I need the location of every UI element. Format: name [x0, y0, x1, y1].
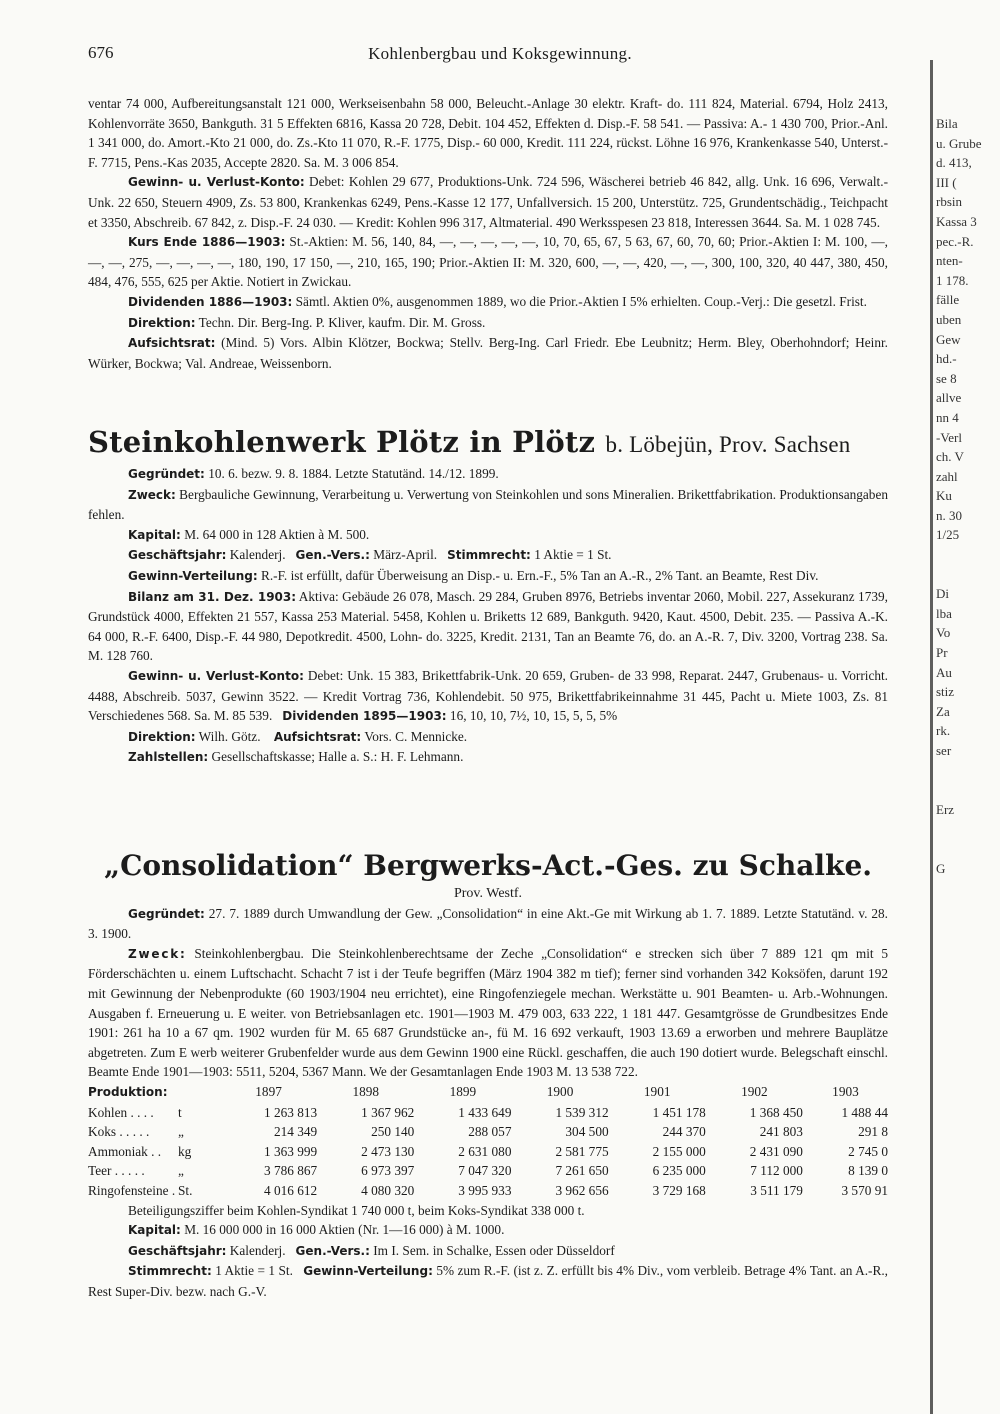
- production-header-row: Produktion: 1897 1898 1899 1900 1901 1902 1903: [88, 1084, 859, 1100]
- edge-line: [936, 1074, 1000, 1094]
- edge-line: [936, 780, 1000, 800]
- company-title: „Consolidation“ Bergwerks-Act.-Ges. zu Schalke.: [103, 849, 873, 882]
- founded: Gegründet: 10. 6. bezw. 9. 8. 1884. Letzte Statutänd. 14./12. 1899.: [128, 466, 499, 481]
- edge-line: uben: [936, 311, 962, 327]
- previous-company-section: [88, 94, 888, 373]
- adjacent-page-text: [936, 114, 1000, 1152]
- edge-line: nten-: [936, 253, 963, 269]
- edge-line: III (: [936, 174, 957, 190]
- edge-line: [936, 996, 1000, 1016]
- edge-line: lba: [936, 605, 952, 621]
- edge-line: [936, 819, 1000, 839]
- profit-loss-account: Gewinn- u. Verlust-Konto: Debet: Kohlen 29 677, Produktions-Unk. 724 596, Wäscherei betrieb 46 842, allg. Unk. 16 696, Verwalt.-Unk. 22 650, Steuern 4909, Zs. 53 800, Krankenkas 6249, Pens.-Kasse 12 177, Unfallversich. 15 200, Unterstütz. 725, Grundentschädig., Teichpacht et 3350, Abschreib. 67 842, z. Disp.-F. 24 030. — Kredit: Kohlen 996 317, Altmaterial. 490 Werksspesen 23 818, Interessen 3644. Sa. M. 1 028 745.: [88, 174, 889, 230]
- balance-sheet: Bilanz am 31. Dez. 1903: Aktiva: Gebäude 26 078, Masch. 29 284, Gruben 8976, Betriebs inventar 2060, Mobil. 227, Assekuranz 1739, Grundstück 4000, Effekten 21 557, Kassa 253 Material. 5458, Kohlen u. Briketts 12 689, Bankguth. 9420, Kaut. 4500, Debit. 235. — Passiva A.-K. 64 000, R.-F. 6400, Disp.-F. 44 980, Depotkredit. 4500, Lohn- do. 3225, Kredit. 2131, Tan an Beamte 76, do. an A.-R. 7, Div. 3200, Vortrag 238. Sa. M. 128 760.: [88, 588, 888, 664]
- edge-line: [936, 761, 1000, 781]
- edge-line: [936, 545, 1000, 565]
- production-row-ringofensteine: Ringofensteine . St. 4 016 612 4 080 320 3 995 933 3 962 656 3 729 168 3 511 179 3 570 91: [88, 1182, 888, 1198]
- edge-line: [936, 1113, 1000, 1133]
- fiscal-year: Geschäftsjahr: Kalenderj. Gen.-Vers.: Im I. Sem. in Schalke, Essen oder Düsseldorf: [128, 1242, 615, 1258]
- paying-agents: Zahlstellen: Gesellschaftskasse; Halle a. S.: H. F. Lehmann.: [128, 749, 464, 765]
- edge-line: n. 30: [936, 507, 962, 523]
- production-table: [88, 1082, 888, 1201]
- edge-line: [936, 839, 1000, 859]
- management: Direktion: Wilh. Götz. Aufsichtsrat: Vors. C. Mennicke.: [128, 728, 468, 744]
- ploetz-section: [88, 423, 888, 768]
- edge-line: fälle: [936, 292, 960, 308]
- edge-line: [936, 878, 1000, 898]
- edge-line: [936, 565, 1000, 585]
- edge-line: Kassa 3: [936, 213, 977, 229]
- production-row-kohlen: Kohlen . . . . t 1 263 813 1 367 962 1 433 649 1 539 312 1 451 178 1 368 450 1 488 44: [88, 1104, 888, 1120]
- edge-line: 1 178.: [936, 272, 969, 288]
- edge-line: pec.-R.: [936, 233, 974, 249]
- edge-line: [936, 898, 1000, 918]
- founded: Gegründet: 27. 7. 1889 durch Umwandlung der Gew. „Consolidation“ in eine Akt.-Ge mit Wirkung ab 1. 7. 1889. Letzte Statutänd. v. 28. 3. 1900.: [88, 905, 889, 942]
- purpose: Zweck: Bergbauliche Gewinnung, Verarbeitung u. Verwertung von Steinkohlen und sons Mineralien. Brikettfabrikation. Produktionsangaben fehlen.: [88, 486, 888, 523]
- edge-line: d. 413,: [936, 155, 972, 171]
- edge-line: Erz: [936, 801, 955, 817]
- edge-line: [936, 937, 1000, 957]
- edge-line: nn 4: [936, 409, 959, 425]
- edge-line: 1/25: [936, 527, 960, 543]
- edge-line: [936, 1055, 1000, 1075]
- consolidation-section: [88, 848, 888, 1301]
- edge-line: rbsin: [936, 194, 962, 210]
- supervisory-board: Aufsichtsrat: (Mind. 5) Vors. Albin Klötzer, Bockwa; Stellv. Berg-Ing. Carl Friedr. Ebe Leubnitz; Herm. Bley, Oberhohndorf; Heinr. Würker, Bockwa; Val. Andreae, Weissenborn.: [88, 335, 888, 371]
- company-subtitle: Prov. Westf.: [453, 886, 523, 901]
- syndicate-participation: Beteiligungsziffer beim Kohlen-Syndikat 1 740 000 t, beim Koks-Syndikat 338 000 t.: [128, 1202, 585, 1218]
- edge-line: Di: [936, 586, 949, 602]
- edge-line: se 8: [936, 370, 957, 386]
- edge-line: stiz: [936, 684, 955, 700]
- management: Direktion: Techn. Dir. Berg-Ing. P. Kliver, kaufm. Dir. M. Gross.: [128, 314, 486, 330]
- edge-line: G: [936, 860, 946, 876]
- voting-and-distribution: Stimmrecht: 1 Aktie = 1 St. Gewinn-Verteilung: 5% zum R.-F. (ist z. Z. erfüllt bis 4% Div., vom verbleib. Betrage 4% Tant. an A.-R., Rest Super-Div. bezw. nach G.-V.: [88, 1263, 888, 1299]
- fiscal-year: Geschäftsjahr: Kalenderj. Gen.-Vers.: März-April. Stimmrecht: 1 Aktie = 1 St.: [128, 547, 612, 563]
- edge-line: Pr: [936, 645, 948, 661]
- adjacent-page-edge: [930, 60, 933, 1414]
- edge-line: Vo: [936, 625, 951, 641]
- profit-distribution: Gewinn-Verteilung: R.-F. ist erfüllt, dafür Überweisung an Disp.- u. Ern.-F., 5% Tan an A.-R., 2% Tant. an Beamte, Rest Div.: [128, 567, 819, 583]
- edge-line: [936, 1015, 1000, 1035]
- edge-line: Za: [936, 703, 950, 719]
- share-prices: Kurs Ende 1886—1903: St.-Aktien: M. 56, 140, 84, —, —, —, —, —, 10, 70, 65, 67, 5 63, 67, 60, 70, 60; Prior.-Aktien I: M. 100, —, —, —, 275, —, —, —, —, 180, 190, 17 150, —, 210, 165, 190; Prior.-Aktien II: M. 320, 600, —, —, 420, —, —, 300, 100, 320, 40 447, 380, 450, 484, 476, 555, 625 per Aktie. Notiert in Zwickau.: [88, 234, 888, 290]
- edge-line: rk.: [936, 723, 951, 739]
- edge-line: [936, 1133, 1000, 1153]
- edge-line: u. Grube: [936, 135, 982, 151]
- page-number: 676: [88, 43, 114, 62]
- edge-line: [936, 957, 1000, 977]
- production-row-ammoniak: Ammoniak . . kg 1 363 999 2 473 130 2 631 080 2 581 775 2 155 000 2 431 090 2 745 0: [88, 1143, 888, 1159]
- balance-continuation: ventar 74 000, Aufbereitungsanstalt 121 000, Werkseisenbahn 58 000, Beleucht.-Anlage 30 elektr. Kraft- do. 111 824, Material. 6794, Holz 2413, Kohlenvorräte 3650, Bankguth. 31 5 Effekten 6816, Kassa 20 728, Debit. 104 452, Effekten d. Disp.-F. 58 541. — Passiva: A.- 1 430 700, Prior.-Anl. 1 341 000, do. Amort.-Kto 21 000, do. Zs.-Kto 11 070, R.-F. 1775, Disp.- 60 000, Kredit. 111 224, rückst. Löhne 16 976, Krankenkasse 540, Unterst.-F. 7715, Pens.-Kas 2035, Accepte 2820. Sa. M. 3 006 854.: [88, 96, 889, 170]
- edge-line: Ku: [936, 488, 952, 504]
- edge-line: [936, 976, 1000, 996]
- company-title: Steinkohlenwerk Plötz in Plötz b. Löbejün, Prov. Sachsen: [88, 425, 851, 459]
- profit-loss-account: Gewinn- u. Verlust-Konto: Debet: Unk. 15 383, Brikettfabrik-Unk. 20 659, Gruben- de 33 998, Reparat. 2447, Grubenaus- u. Vorricht. 4488, Abschreib. 5037, Gewinn 3522. — Kredit Vortrag 736, Kohlendebit. 50 975, Brikettfabrikeinnahme 31 445, Pacht u. Miete 1003, Zs. 81 Verschiedenes 568. Sa. M. 85 539. Dividenden 1895—1903: 16, 10, 10, 7½, 10, 15, 5, 5, 5%: [88, 667, 889, 724]
- edge-line: [936, 917, 1000, 937]
- edge-line: -Verl: [936, 429, 962, 445]
- edge-line: Bila: [936, 116, 958, 131]
- edge-line: ch. V: [936, 449, 964, 465]
- capital: Kapital: M. 64 000 in 128 Aktien à M. 500.: [128, 526, 370, 542]
- production-row-koks: Koks . . . . . „ 214 349 250 140 288 057 304 500 244 370 241 803 291 8: [88, 1124, 888, 1140]
- running-head: Kohlenbergbau und Koksgewinnung.: [368, 44, 632, 63]
- edge-line: ser: [936, 743, 952, 758]
- edge-line: [936, 1035, 1000, 1055]
- edge-line: hd.-: [936, 351, 957, 367]
- production-row-teer: Teer . . . . . „ 3 786 867 6 973 397 7 047 320 7 261 650 6 235 000 7 112 000 8 139 0: [88, 1163, 888, 1179]
- dividends: Dividenden 1886—1903: Sämtl. Aktien 0%, ausgenommen 1889, wo die Prior.-Aktien I 5% erhielten. Coup.-Verj.: Die gesetzl. Frist.: [128, 293, 867, 309]
- edge-line: zahl: [936, 468, 958, 484]
- edge-line: Au: [936, 664, 952, 680]
- edge-line: allve: [936, 390, 962, 406]
- edge-line: Gew: [936, 331, 961, 347]
- purpose: Zweck: Steinkohlenbergbau. Die Steinkohlenberechtsame der Zeche „Consolidation“ e strecken sich über 7 889 121 qm mit 5 Förderschächten u. einem Luftschacht. Schacht 7 ist i der Teufe begriffen (März 1904 382 m tief); ferner sind vorhanden 342 Koksöfen, darunt 192 mit Gewinnung der Nebenprodukte (60 1903/1904 neu errichtet), eine Ringofenziegele mechan. Werkstätte u. 901 Beamten- u. Arb.-Wohnungen. Ausgaben f. Erneuerung u. E weiter. von Betriebsanlagen etc. 1901—1903 M. 479 003, 633 222, 1 181 447. Gesamtgrösse de Grundbesitzes Ende 1901: 261 ha 10 a 67 qm. 1902 wurden für M. 65 687 Grundstücke an-, fü M. 16 692 verkauft, 1903 13.69 a erworben und mehrere Bauplätze abgetreten. Zum E werb weiterer Grubenfelder wurde aus dem Gewinn 1900 eine Rückl. geschaffen, die auch 190 dotiert wurde. Belegschaft einschl. Beamte Ende 1901—1903: 5511, 5204, 5367 Mann. We der Gesamtanlagen Ende 1903 M. 13 538 722.: [88, 945, 888, 1080]
- edge-line: [936, 1094, 1000, 1114]
- capital: Kapital: M. 16 000 000 in 16 000 Aktien (Nr. 1—16 000) à M. 1000.: [128, 1222, 505, 1238]
